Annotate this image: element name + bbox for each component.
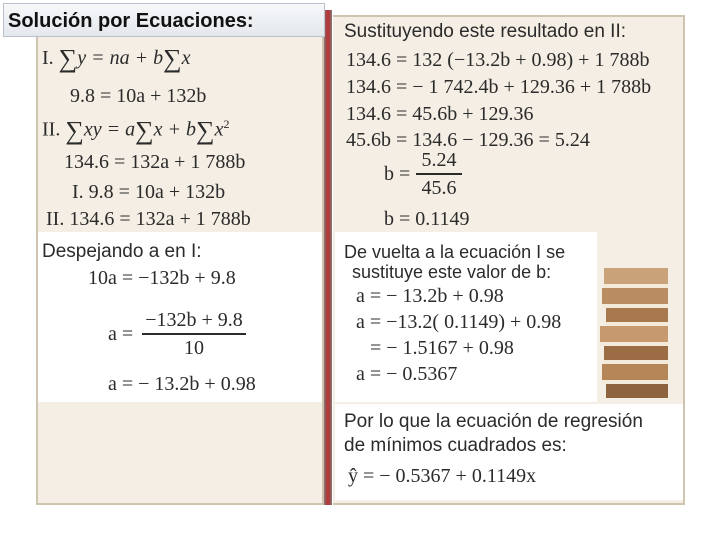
eq2-mid: x + b <box>153 118 197 141</box>
right-step-1: 134.6 = 132 (−13.2b + 0.98) + 1 788b <box>346 49 650 71</box>
conclusion-line-1: Por lo que la ecuación de regresión <box>344 411 643 432</box>
eq1-body: y = na + b <box>77 47 164 69</box>
step-2-numerator: −132b + 9.8 <box>145 309 243 331</box>
right-step-3: 134.6 = 45.6b + 129.36 <box>346 103 534 125</box>
b-denominator: 45.6 <box>421 177 457 199</box>
sigma-icon: ∑ <box>135 115 154 145</box>
sigma-icon: ∑ <box>163 44 182 73</box>
b-value: b = 0.1149 <box>384 208 470 230</box>
conclusion-line-2: de mínimos cuadrados es: <box>344 435 567 456</box>
eq2-end: x <box>214 118 224 141</box>
fraction-bar <box>416 173 462 175</box>
eq1-label: I. <box>42 47 54 69</box>
eq2-lhs: xy = a <box>83 118 136 141</box>
sustituyendo-heading: Sustituyendo este resultado en II: <box>344 21 627 42</box>
eq2-label: II. <box>42 118 61 141</box>
step-2-lhs: a = <box>108 323 134 345</box>
right-step-2: 134.6 = − 1 742.4b + 129.36 + 1 788b <box>346 76 652 98</box>
sigma-icon: ∑ <box>196 115 215 145</box>
sigma-icon: ∑ <box>58 44 78 73</box>
b-fraction <box>416 148 462 200</box>
regression-equation: ŷ = − 0.5367 + 0.1149x <box>348 465 537 487</box>
fraction-bar <box>142 333 246 335</box>
right-step-4: 45.6b = 134.6 − 129.36 = 5.24 <box>346 129 590 151</box>
page-title: Solución por Ecuaciones: <box>3 3 325 37</box>
step-2-fraction <box>142 308 246 360</box>
page-divider <box>324 10 332 505</box>
step-1: 10a = −132b + 9.8 <box>88 267 236 289</box>
b-lhs: b = <box>384 163 411 185</box>
eq1-x: x <box>181 47 191 69</box>
sigma-icon: ∑ <box>65 115 84 145</box>
a-step-2: a = −13.2( 0.1149) + 0.98 <box>356 311 562 333</box>
equation-2 <box>42 112 230 145</box>
books-illustration <box>600 262 668 400</box>
system-eq-2: II. 134.6 = 132a + 1 788b <box>46 208 251 230</box>
equation-1 <box>42 44 191 73</box>
a-step-1: a = − 13.2b + 0.98 <box>356 285 504 307</box>
step-3: a = − 13.2b + 0.98 <box>108 373 256 395</box>
equation-2-sub: 134.6 = 132a + 1 788b <box>64 151 246 173</box>
step-2-denominator: 10 <box>184 337 204 359</box>
equation-1-sub: 9.8 = 10a + 132b <box>70 85 207 107</box>
a-step-4: a = − 0.5367 <box>356 363 458 385</box>
b-numerator: 5.24 <box>421 149 457 171</box>
a-step-3: = − 1.5167 + 0.98 <box>370 337 514 359</box>
despejando-heading: Despejando a en I: <box>42 241 202 262</box>
eq2-exponent: 2 <box>223 117 230 131</box>
system-eq-1: I. 9.8 = 10a + 132b <box>72 181 226 203</box>
vuelta-line-1: De vuelta a la ecuación I se <box>344 242 566 262</box>
vuelta-line-2: sustituye este valor de b: <box>352 262 552 282</box>
